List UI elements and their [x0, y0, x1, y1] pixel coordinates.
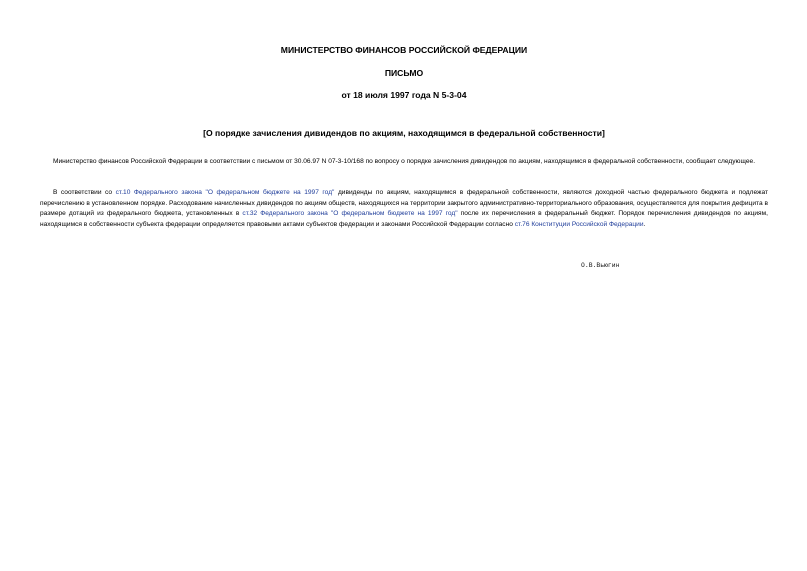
link-constitution-art76[interactable]: ст.76 Конституции Российской Федерации	[514, 220, 644, 228]
document-type-heading: ПИСЬМО	[384, 68, 424, 78]
paragraph-text: .	[643, 220, 646, 228]
link-budget-law-art32[interactable]: ст.32 Федерального закона "О федеральном бюджете на 1997 год"	[242, 210, 458, 218]
paragraph-main	[40, 188, 768, 230]
paragraph-text: В соответствии со	[53, 189, 116, 196]
paragraph-text: после их перечисления в федеральный бюджет. Порядок перечисления дивидендов по акциям, находящимся в собственности субъекта федерации определяется правовыми актами субъектов федерации и законами Российской Федерации согласно	[40, 210, 768, 228]
paragraph-intro: Министерство финансов Российской Федерации в соответствии с письмом от 30.06.97 N 07-3-10/168 по вопросу о порядке зачисления дивидендов по акциям, находящимся в федеральной собственности, сообщает следующее.	[53, 158, 756, 165]
paragraph-text: дивиденды по акциям, находящимся в федеральной собственности, являются доходной частью федерального бюджета и подлежат перечислению в установленном порядке. Расходование начисленных дивидендов по акциям обществ, находящихся на территории закрытого административно-территориального образования, осуществляется для покрытия дефицита в размере дотаций из федерального бюджета, установленных в	[40, 189, 768, 218]
link-budget-law-art10[interactable]: ст.10 Федерального закона "О федеральном бюджете на 1997 год"	[115, 189, 335, 196]
signature: О.В.Вьюгин	[581, 261, 620, 269]
document-subject: [О порядке зачисления дивидендов по акциям, находящимся в федеральной собственности]	[203, 128, 605, 138]
document-date-number: от 18 июля 1997 года N 5-3-04	[341, 90, 467, 100]
ministry-heading: МИНИСТЕРСТВО ФИНАНСОВ РОССИЙСКОЙ ФЕДЕРАЦИИ	[280, 45, 528, 55]
document-page	[40, 0, 768, 571]
